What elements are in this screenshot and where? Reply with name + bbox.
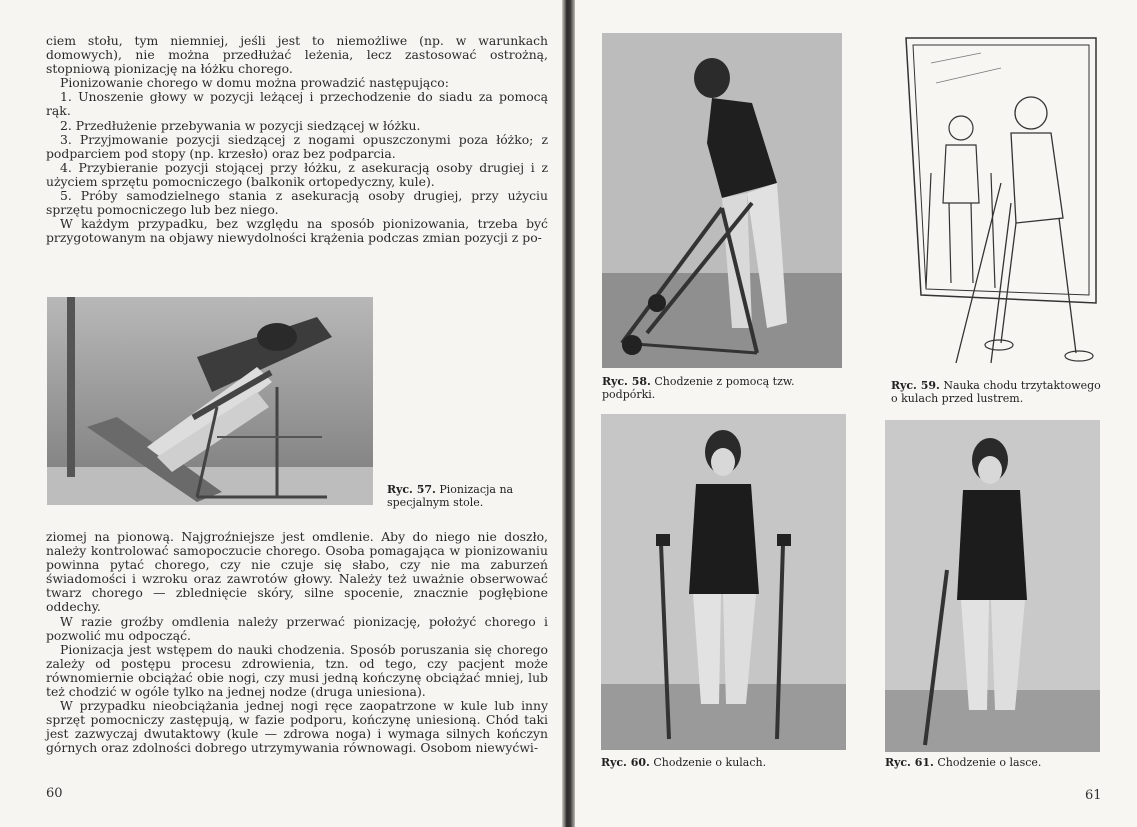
top-text-paragraph: Pionizowanie chorego w domu można prowadzić następująco: — [60, 75, 449, 91]
figure-58-caption — [602, 376, 842, 401]
figure-60-text: Chodzenie o kulach. — [653, 756, 767, 769]
page-number-right: 61 — [1085, 788, 1102, 803]
top-text-paragraph: W każdym przypadku, bez względu na sposób pionizowania, trzeba być przygotowanym na objawy niewydolności krążenia podczas zmian pozycji z po- — [46, 216, 548, 246]
bottom-text-paragraph: Pionizacja jest wstępem do nauki chodzenia. Sposób poruszania się chorego zależy od postępu procesu zdrowienia, tzn. od tego, czy pacjent może równomiernie obciążać obie nogi, czy musi jedną kończynę obciążać mniej, lub też chodzić w ogóle tylko na jednej nodze (druga uniesiona). — [46, 641, 548, 700]
right-page — [575, 0, 1137, 827]
figure-57-text: Pionizacja na specjalnym stole. — [387, 483, 514, 509]
top-text-paragraph: 3. Przyjmowanie pozycji siedzącej z nogami opuszczonymi poza łóżko; z podparciem pod stopy (np. krzesło) oraz bez podparcia. — [46, 131, 548, 161]
figure-59-drawing — [891, 33, 1101, 373]
figure-59-text: Nauka chodu trzytaktowego o kulach przed lustrem. — [891, 379, 1101, 405]
top-text-block — [46, 34, 548, 245]
figure-58-number: Ryc. 58. — [602, 375, 651, 388]
top-text-paragraph: ciem stołu, tym niemniej, jeśli jest to niemożliwe (np. w warunkach domowych), nie można przedłużać leżenia, lecz zastosować ostrożną, stopniową pionizację na łóżku chorego. — [46, 33, 548, 77]
figure-60-caption — [601, 757, 846, 770]
left-page — [0, 0, 565, 827]
figure-60-number: Ryc. 60. — [601, 756, 650, 769]
figure-58-photo — [602, 33, 842, 368]
figure-57-caption — [387, 484, 552, 509]
bottom-text-paragraph: W przypadku nieobciążania jednej nogi ręce zaopatrzone w kule lub inny sprzęt pomocniczy zastępują, w fazie podporu, kończynę uniesioną. Chód taki jest zazwyczaj dwutaktowy (kule — zdrowa noga) i wymaga silnych kończyn górnych oraz zdolności dobrego utrzymywania równowagi. Osobom niewyćwi- — [46, 698, 548, 756]
bottom-text-paragraph: W razie groźby omdlenia należy przerwać pionizację, położyć chorego i pozwolić mu odpocząć. — [46, 613, 548, 643]
top-text-paragraph: 4. Przybieranie pozycji stojącej przy łóżku, z asekuracją osoby drugiej i z użyciem sprzętu pomocniczego (balkonik ortopedyczny, kule). — [46, 159, 548, 189]
figure-61-caption — [885, 757, 1100, 770]
figure-58-text: Chodzenie z pomocą tzw. podpórki. — [602, 375, 795, 401]
figure-60-photo — [601, 414, 846, 750]
figure-61-number: Ryc. 61. — [885, 756, 934, 769]
figure-57-photo — [47, 297, 373, 505]
bottom-text-paragraph: ziomej na pionową. Najgroźniejsze jest omdlenie. Aby do niego nie doszło, należy kontrolować samopoczucie chorego. Osoba pomagająca w pionizowaniu powinna pytać chorego, czy nie czuje się słabo, czy nie ma zaburzeń świadomości i wzroku oraz zawrotów głowy. Należy też uważnie obserwować twarz chorego — zblednięcie skóry, silne spocenie, znacznie pogłębione oddechy. — [46, 529, 548, 615]
top-text-paragraph: 2. Przedłużenie przebywania w pozycji siedzącej w łóżku. — [60, 117, 421, 133]
book-spine — [562, 0, 576, 827]
figure-57-number: Ryc. 57. — [387, 483, 436, 496]
figure-59-number: Ryc. 59. — [891, 379, 940, 392]
top-text-paragraph: 5. Próby samodzielnego stania z asekuracją osoby drugiej, przy użyciu sprzętu pomocniczego lub bez niego. — [46, 188, 548, 218]
bottom-text-block — [46, 530, 548, 756]
page-number-left: 60 — [46, 786, 63, 801]
figure-59-caption — [891, 380, 1103, 405]
figure-61-photo — [885, 420, 1100, 752]
top-text-paragraph: 1. Unoszenie głowy w pozycji leżącej i przechodzenie do siadu za pomocą rąk. — [46, 89, 548, 119]
figure-61-text: Chodzenie o lasce. — [937, 756, 1042, 769]
